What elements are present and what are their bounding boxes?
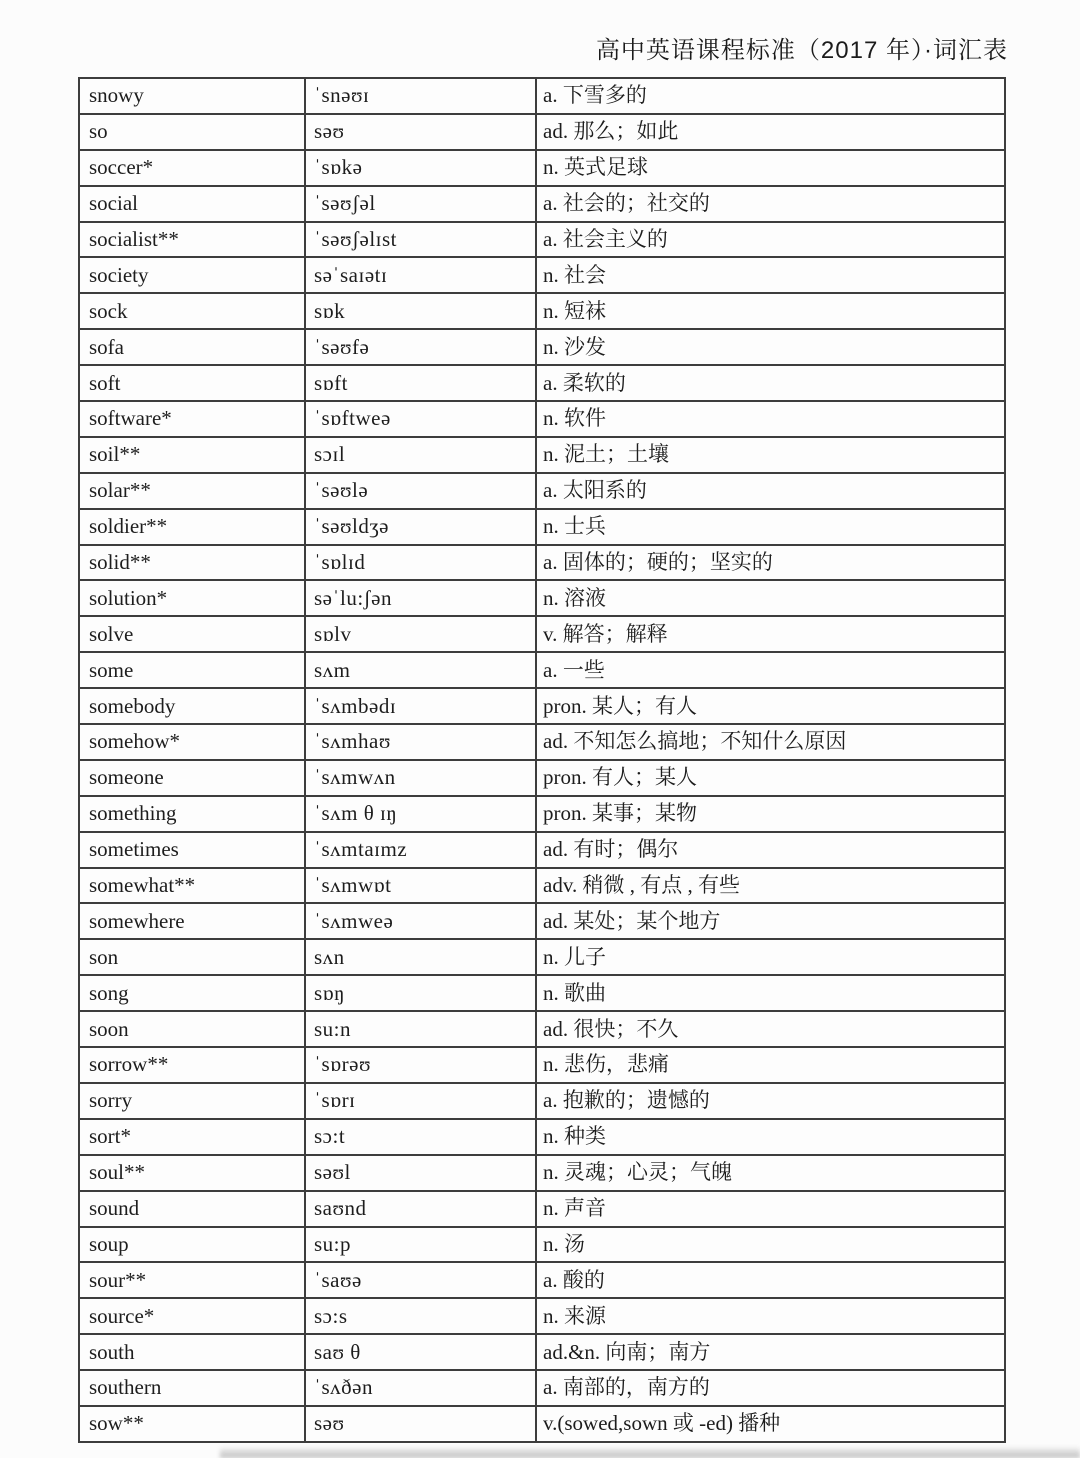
table-row	[79, 365, 1005, 401]
word-cell: soul**	[79, 1155, 305, 1191]
phonetic-cell: ˈsɒftweə	[305, 401, 536, 437]
table-row	[79, 832, 1005, 868]
table-row	[79, 688, 1005, 724]
word-cell: sorry	[79, 1083, 305, 1119]
word-cell: someone	[79, 760, 305, 796]
word-cell: social	[79, 186, 305, 222]
phonetic-cell: su:n	[305, 1011, 536, 1047]
phonetic-cell: ˈsʌmwɒt	[305, 868, 536, 904]
word-cell: sour**	[79, 1262, 305, 1298]
word-cell: snowy	[79, 78, 305, 114]
table-row	[79, 1406, 1005, 1442]
meaning-cell: a. 社会主义的	[536, 222, 1005, 258]
vocab-table	[78, 77, 1006, 1443]
meaning-cell: a. 社会的；社交的	[536, 186, 1005, 222]
phonetic-cell: ˈsʌðən	[305, 1370, 536, 1406]
phonetic-cell: ˈsəʊldʒə	[305, 509, 536, 545]
word-cell: something	[79, 796, 305, 832]
table-row	[79, 1334, 1005, 1370]
word-cell: song	[79, 975, 305, 1011]
word-cell: soft	[79, 365, 305, 401]
phonetic-cell: səʊ	[305, 1406, 536, 1442]
phonetic-cell: ˈsʌmhaʊ	[305, 724, 536, 760]
phonetic-cell: sʌm	[305, 652, 536, 688]
meaning-cell: ad. 不知怎么搞地；不知什么原因	[536, 724, 1005, 760]
meaning-cell: n. 灵魂；心灵；气魄	[536, 1155, 1005, 1191]
phonetic-cell: sɔɪl	[305, 437, 536, 473]
table-row	[79, 1047, 1005, 1083]
meaning-cell: a. 抱歉的；遗憾的	[536, 1083, 1005, 1119]
word-cell: sound	[79, 1191, 305, 1227]
phonetic-cell: ˈsɒrɪ	[305, 1083, 536, 1119]
meaning-cell: n. 儿子	[536, 939, 1005, 975]
phonetic-cell: ˈsʌmbədɪ	[305, 688, 536, 724]
table-row	[79, 580, 1005, 616]
meaning-cell: n. 短袜	[536, 293, 1005, 329]
table-row	[79, 903, 1005, 939]
meaning-cell: adv. 稍微 , 有点 , 有些	[536, 868, 1005, 904]
meaning-cell: ad. 有时；偶尔	[536, 832, 1005, 868]
phonetic-cell: səˈlu:ʃən	[305, 580, 536, 616]
table-row	[79, 114, 1005, 150]
meaning-cell: n. 英式足球	[536, 150, 1005, 186]
phonetic-cell: saʊnd	[305, 1191, 536, 1227]
meaning-cell: n. 泥土；土壤	[536, 437, 1005, 473]
phonetic-cell: ˈsəʊʃəlɪst	[305, 222, 536, 258]
page-title: 高中英语课程标准（2017 年）·词汇表	[595, 37, 1008, 64]
table-row	[79, 545, 1005, 581]
meaning-cell: n. 沙发	[536, 329, 1005, 365]
meaning-cell: a. 下雪多的	[536, 78, 1005, 114]
table-row	[79, 1119, 1005, 1155]
table-row	[79, 796, 1005, 832]
table-row	[79, 939, 1005, 975]
word-cell: sofa	[79, 329, 305, 365]
word-cell: somewhat**	[79, 868, 305, 904]
table-row	[79, 652, 1005, 688]
phonetic-cell: su:p	[305, 1227, 536, 1263]
word-cell: solve	[79, 616, 305, 652]
word-cell: southern	[79, 1370, 305, 1406]
phonetic-cell: ˈsəʊfə	[305, 329, 536, 365]
table-row	[79, 509, 1005, 545]
phonetic-cell: sɒŋ	[305, 975, 536, 1011]
word-cell: solution*	[79, 580, 305, 616]
meaning-cell: a. 固体的；硬的；坚实的	[536, 545, 1005, 581]
word-cell: society	[79, 257, 305, 293]
phonetic-cell: sɒlv	[305, 616, 536, 652]
table-row	[79, 1262, 1005, 1298]
phonetic-cell: ˈsəʊʃəl	[305, 186, 536, 222]
word-cell: solar**	[79, 473, 305, 509]
table-row	[79, 1227, 1005, 1263]
table-row	[79, 1298, 1005, 1334]
word-cell: source*	[79, 1298, 305, 1334]
phonetic-cell: ˈsɒrəʊ	[305, 1047, 536, 1083]
phonetic-cell: ˈsʌmwʌn	[305, 760, 536, 796]
table-row	[79, 150, 1005, 186]
meaning-cell: n. 种类	[536, 1119, 1005, 1155]
page-bottom-shadow	[220, 1446, 1080, 1458]
phonetic-cell: ˈsnəʊɪ	[305, 78, 536, 114]
phonetic-cell: sɔ:s	[305, 1298, 536, 1334]
word-cell: software*	[79, 401, 305, 437]
phonetic-cell: sɔ:t	[305, 1119, 536, 1155]
phonetic-cell: ˈsɒlɪd	[305, 545, 536, 581]
word-cell: somebody	[79, 688, 305, 724]
table-row	[79, 1370, 1005, 1406]
word-cell: solid**	[79, 545, 305, 581]
phonetic-cell: ˈsaʊə	[305, 1262, 536, 1298]
table-row	[79, 616, 1005, 652]
word-cell: soldier**	[79, 509, 305, 545]
meaning-cell: a. 一些	[536, 652, 1005, 688]
table-row	[79, 975, 1005, 1011]
table-row	[79, 1083, 1005, 1119]
table-row	[79, 222, 1005, 258]
table-row	[79, 293, 1005, 329]
phonetic-cell: ˈsʌmweə	[305, 903, 536, 939]
meaning-cell: a. 酸的	[536, 1262, 1005, 1298]
meaning-cell: n. 悲伤，悲痛	[536, 1047, 1005, 1083]
meaning-cell: n. 软件	[536, 401, 1005, 437]
phonetic-cell: ˈsʌmtaɪmz	[305, 832, 536, 868]
meaning-cell: a. 南部的，南方的	[536, 1370, 1005, 1406]
word-cell: soccer*	[79, 150, 305, 186]
meaning-cell: v.(sowed,sown 或 -ed) 播种	[536, 1406, 1005, 1442]
word-cell: soup	[79, 1227, 305, 1263]
table-row	[79, 186, 1005, 222]
page-header	[0, 30, 1008, 65]
meaning-cell: ad. 某处；某个地方	[536, 903, 1005, 939]
phonetic-cell: sɒk	[305, 293, 536, 329]
word-cell: south	[79, 1334, 305, 1370]
phonetic-cell: səʊ	[305, 114, 536, 150]
meaning-cell: ad. 那么；如此	[536, 114, 1005, 150]
word-cell: son	[79, 939, 305, 975]
word-cell: socialist**	[79, 222, 305, 258]
phonetic-cell: ˈsɒkə	[305, 150, 536, 186]
word-cell: soon	[79, 1011, 305, 1047]
table-row	[79, 1011, 1005, 1047]
meaning-cell: n. 来源	[536, 1298, 1005, 1334]
table-row	[79, 724, 1005, 760]
meaning-cell: n. 汤	[536, 1227, 1005, 1263]
table-row	[79, 473, 1005, 509]
table-row	[79, 1155, 1005, 1191]
word-cell: somehow*	[79, 724, 305, 760]
meaning-cell: n. 溶液	[536, 580, 1005, 616]
table-row	[79, 868, 1005, 904]
meaning-cell: pron. 某事；某物	[536, 796, 1005, 832]
word-cell: sometimes	[79, 832, 305, 868]
phonetic-cell: ˈsʌm θ ɪŋ	[305, 796, 536, 832]
phonetic-cell: səˈsaɪətɪ	[305, 257, 536, 293]
meaning-cell: pron. 某人；有人	[536, 688, 1005, 724]
meaning-cell: n. 士兵	[536, 509, 1005, 545]
word-cell: soil**	[79, 437, 305, 473]
vocab-table-body	[79, 78, 1005, 1442]
table-row	[79, 437, 1005, 473]
meaning-cell: a. 柔软的	[536, 365, 1005, 401]
table-row	[79, 257, 1005, 293]
meaning-cell: pron. 有人；某人	[536, 760, 1005, 796]
table-row	[79, 78, 1005, 114]
meaning-cell: ad. 很快；不久	[536, 1011, 1005, 1047]
word-cell: sow**	[79, 1406, 305, 1442]
meaning-cell: ad.&n. 向南；南方	[536, 1334, 1005, 1370]
word-cell: somewhere	[79, 903, 305, 939]
table-row	[79, 760, 1005, 796]
phonetic-cell: sɒft	[305, 365, 536, 401]
meaning-cell: n. 歌曲	[536, 975, 1005, 1011]
phonetic-cell: ˈsəʊlə	[305, 473, 536, 509]
word-cell: some	[79, 652, 305, 688]
phonetic-cell: saʊ θ	[305, 1334, 536, 1370]
word-cell: sorrow**	[79, 1047, 305, 1083]
meaning-cell: n. 声音	[536, 1191, 1005, 1227]
word-cell: so	[79, 114, 305, 150]
meaning-cell: v. 解答；解释	[536, 616, 1005, 652]
word-cell: sort*	[79, 1119, 305, 1155]
phonetic-cell: səʊl	[305, 1155, 536, 1191]
word-cell: sock	[79, 293, 305, 329]
table-row	[79, 329, 1005, 365]
table-row	[79, 401, 1005, 437]
table-row	[79, 1191, 1005, 1227]
phonetic-cell: sʌn	[305, 939, 536, 975]
meaning-cell: n. 社会	[536, 257, 1005, 293]
meaning-cell: a. 太阳系的	[536, 473, 1005, 509]
